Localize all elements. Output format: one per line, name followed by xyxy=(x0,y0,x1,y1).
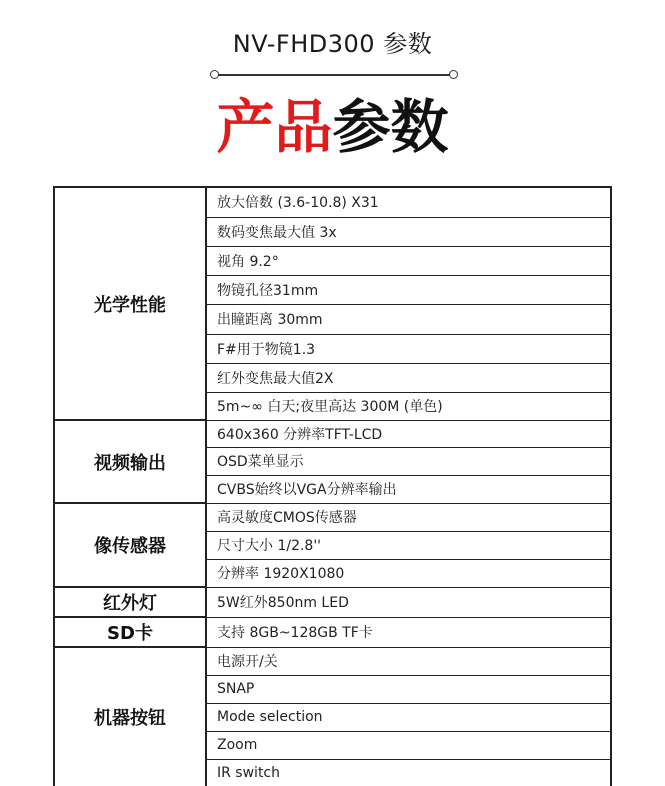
spec-value: 支持 8GB~128GB TF卡 xyxy=(206,617,611,647)
category-ir-light: 红外灯 xyxy=(54,587,206,617)
divider-right-dot xyxy=(449,70,458,79)
category-video-output: 视频输出 xyxy=(54,420,206,503)
spec-value: 数码变焦最大值 3x xyxy=(206,217,611,246)
spec-value: Mode selection xyxy=(206,703,611,731)
title-divider xyxy=(216,74,452,76)
spec-value: F#用于物镜1.3 xyxy=(206,334,611,363)
spec-value: IR switch xyxy=(206,759,611,786)
category-optical-performance: 光学性能 xyxy=(54,187,206,420)
spec-value: 分辨率 1920X1080 xyxy=(206,559,611,587)
spec-value: 5m~∞ 白天;夜里高达 300M (单色) xyxy=(206,392,611,420)
spec-value: 红外变焦最大值2X xyxy=(206,363,611,392)
table-row xyxy=(54,420,611,447)
spec-table-body xyxy=(54,187,611,786)
category-machine-buttons: 机器按钮 xyxy=(54,647,206,786)
spec-value: 尺寸大小 1/2.8'' xyxy=(206,531,611,559)
spec-value: 出瞳距离 30mm xyxy=(206,304,611,334)
spec-value: CVBS始终以VGA分辨率输出 xyxy=(206,475,611,503)
category-image-sensor: 像传感器 xyxy=(54,503,206,587)
model-title: NV-FHD300 参数 xyxy=(232,30,433,58)
spec-value: 640x360 分辨率TFT-LCD xyxy=(206,420,611,447)
category-sd-card: SD卡 xyxy=(54,617,206,647)
spec-value: 电源开/关 xyxy=(206,647,611,675)
table-row xyxy=(54,617,611,647)
headline-red: 产品 xyxy=(216,93,333,161)
spec-value: Zoom xyxy=(206,731,611,759)
spec-value: 物镜孔径31mm xyxy=(206,275,611,304)
headline-black: 参数 xyxy=(332,93,449,161)
divider-left-dot xyxy=(210,70,219,79)
table-row xyxy=(54,647,611,675)
spec-value: 高灵敏度CMOS传感器 xyxy=(206,503,611,531)
table-row xyxy=(54,587,611,617)
spec-value: 5W红外850nm LED xyxy=(206,587,611,617)
spec-table xyxy=(53,186,612,786)
table-row xyxy=(54,187,611,217)
spec-value: OSD菜单显示 xyxy=(206,447,611,475)
table-row xyxy=(54,503,611,531)
spec-value: SNAP xyxy=(206,675,611,703)
spec-value: 放大倍数 (3.6-10.8) X31 xyxy=(206,187,611,217)
spec-value: 视角 9.2° xyxy=(206,246,611,275)
headline xyxy=(0,95,665,159)
